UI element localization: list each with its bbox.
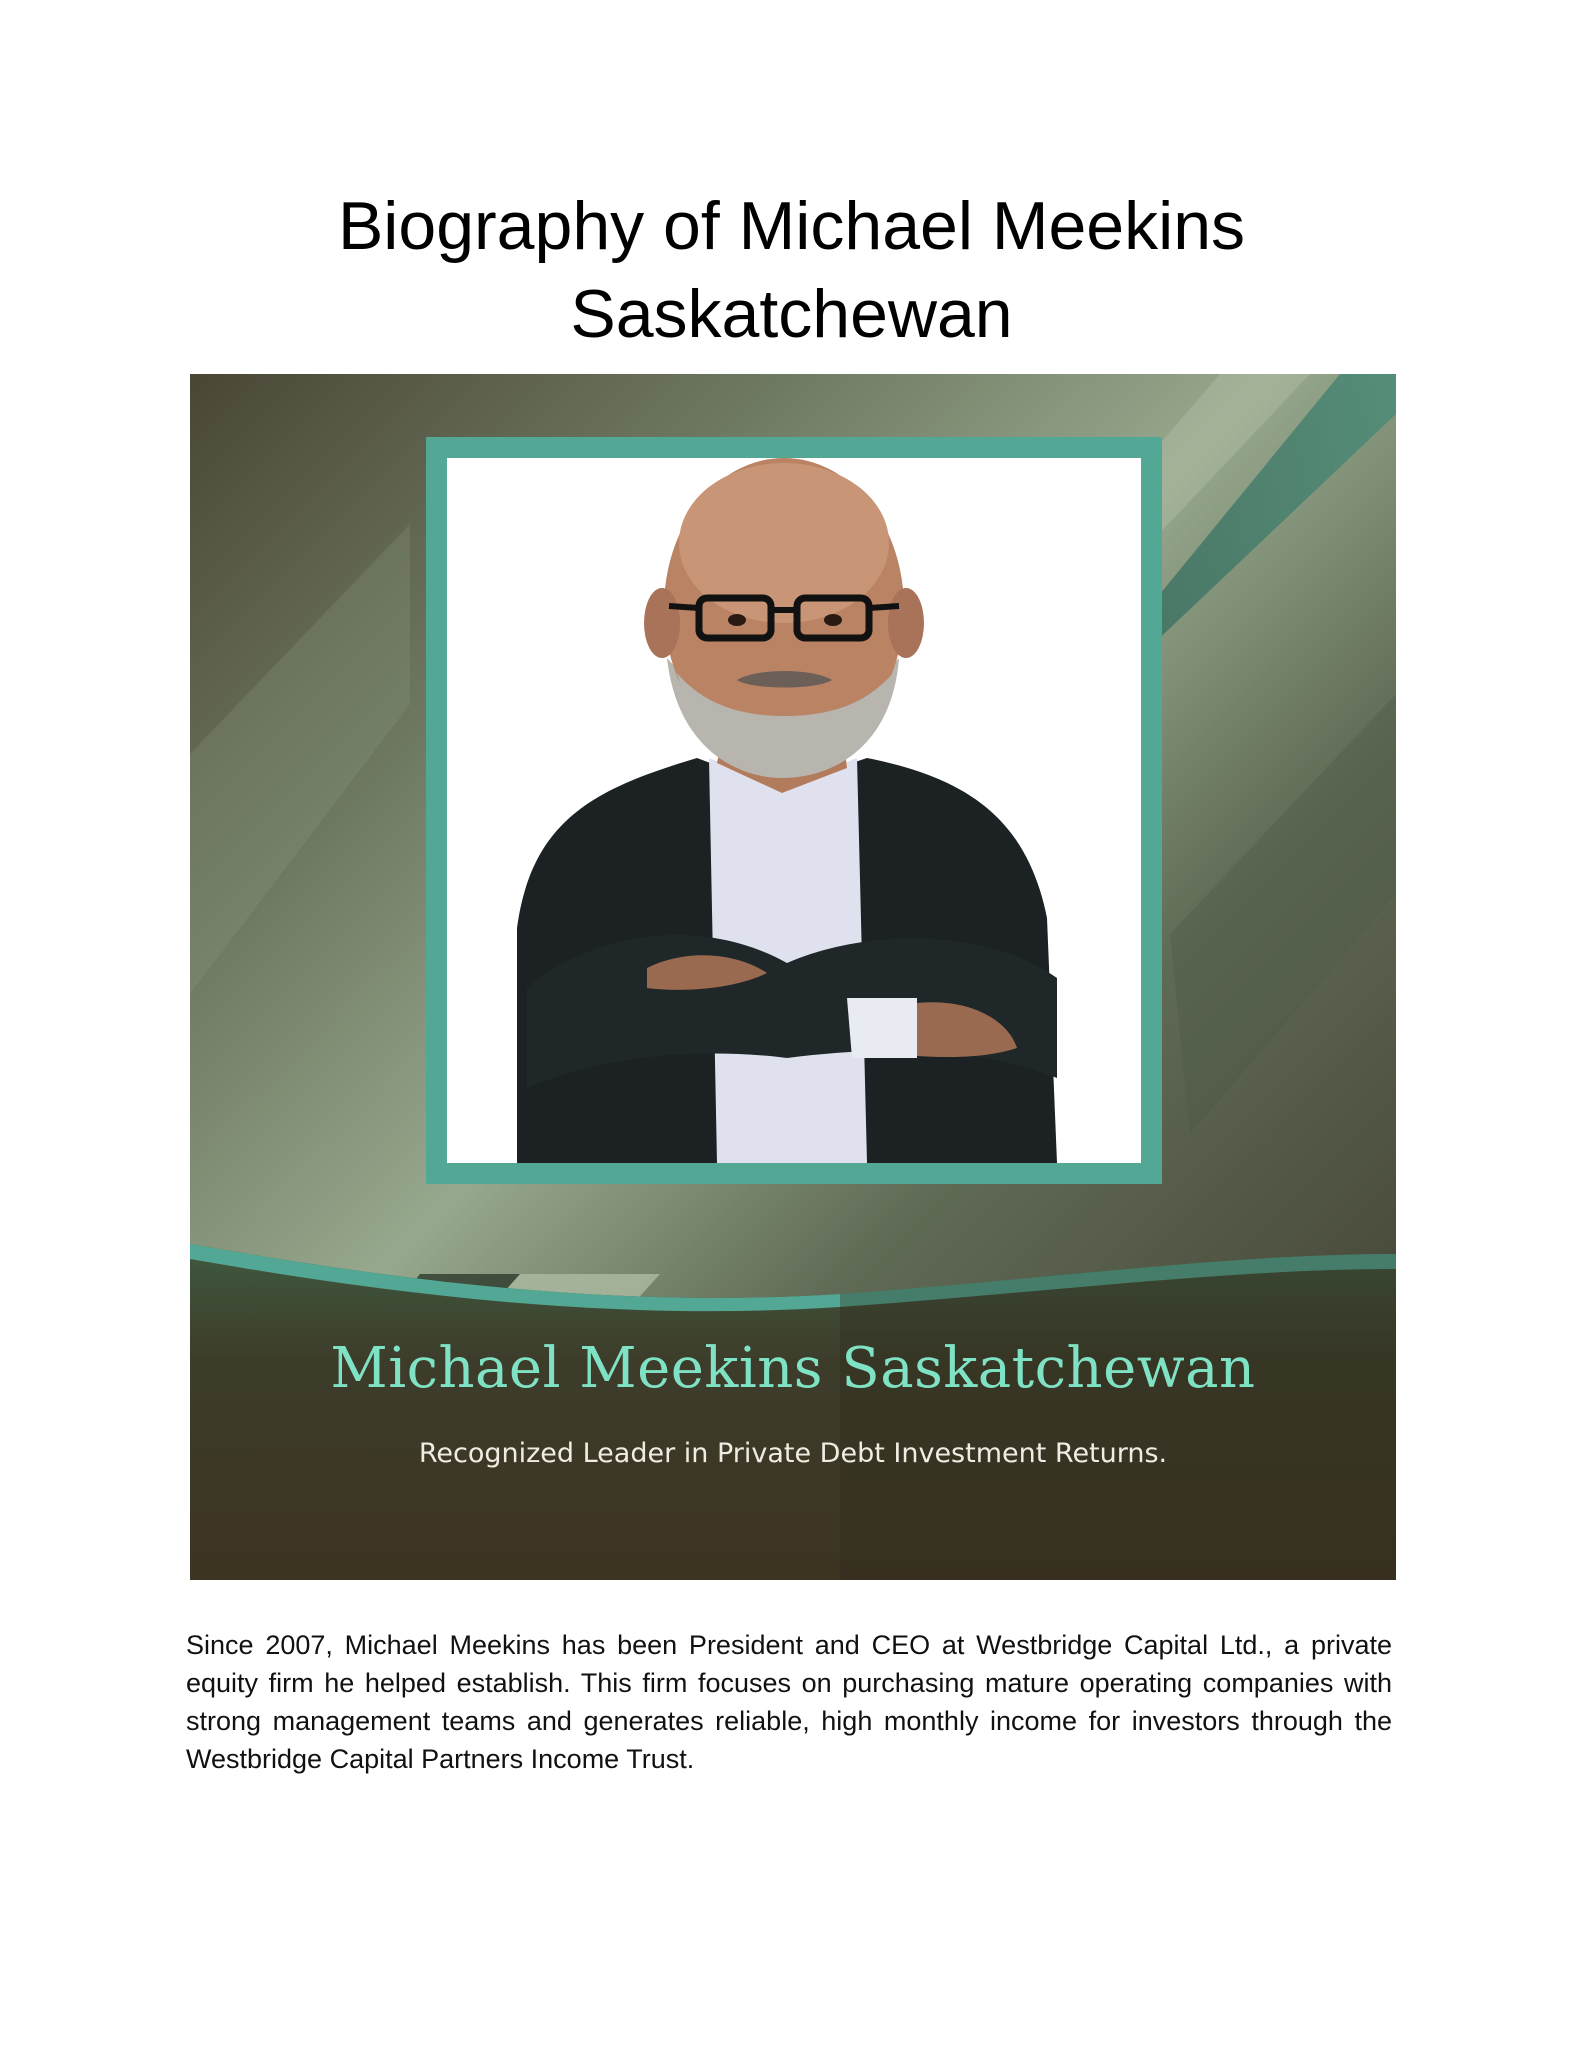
portrait-illustration bbox=[447, 458, 1141, 1163]
photo-frame bbox=[426, 437, 1162, 1184]
portrait-photo bbox=[447, 458, 1141, 1163]
page-title bbox=[0, 182, 1583, 358]
biography-paragraph: Since 2007, Michael Meekins has been President and CEO at Westbridge Capital Ltd., a private equity firm he helped establish. This firm focuses on purchasing mature operating companies with strong management teams and generates reliable, high monthly income for investors through the Westbridge Capital Partners Income Trust. bbox=[186, 1630, 1392, 1774]
page-title-line-2: Saskatchewan bbox=[570, 276, 1013, 352]
profile-banner-image bbox=[190, 374, 1396, 1580]
banner-name: Michael Meekins Saskatchewan bbox=[330, 1336, 1256, 1401]
page-title-line-1: Biography of Michael Meekins bbox=[337, 188, 1246, 264]
banner-tagline: Recognized Leader in Private Debt Investment Returns. bbox=[418, 1438, 1168, 1469]
